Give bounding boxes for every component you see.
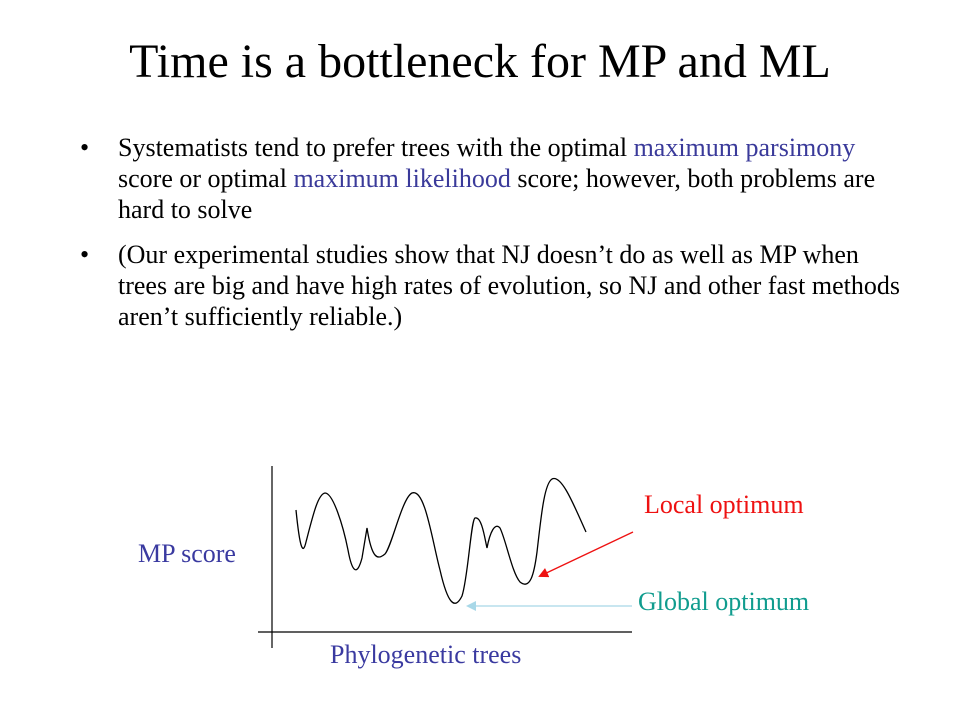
local-optimum-arrow [540,532,633,576]
slide-title: Time is a bottleneck for MP and ML [129,35,831,88]
highlight-term: maximum parsimony [633,133,856,162]
bullet-text: (Our experimental studies show that NJ doesn’t do as well as MP when trees are big and have high rates of evolution, so NJ and other fast methods aren’t sufficiently reliable.) [118,240,900,331]
bullet-marker: • [80,240,90,269]
bullet-text: Systematists tend to prefer trees with the optimal [118,133,634,162]
global-optimum-label: Global optimum [638,587,810,616]
score-curve [296,479,586,604]
y-axis-label: MP score [138,539,236,568]
local-optimum-label: Local optimum [644,490,804,519]
x-axis-label: Phylogenetic trees [330,640,522,669]
bullet-text: score; however, both problems are hard to solve [118,164,876,224]
highlight-term: maximum likelihood [293,164,511,193]
bullet-marker: • [80,133,90,162]
bullet-text: score or optimal [118,164,294,193]
